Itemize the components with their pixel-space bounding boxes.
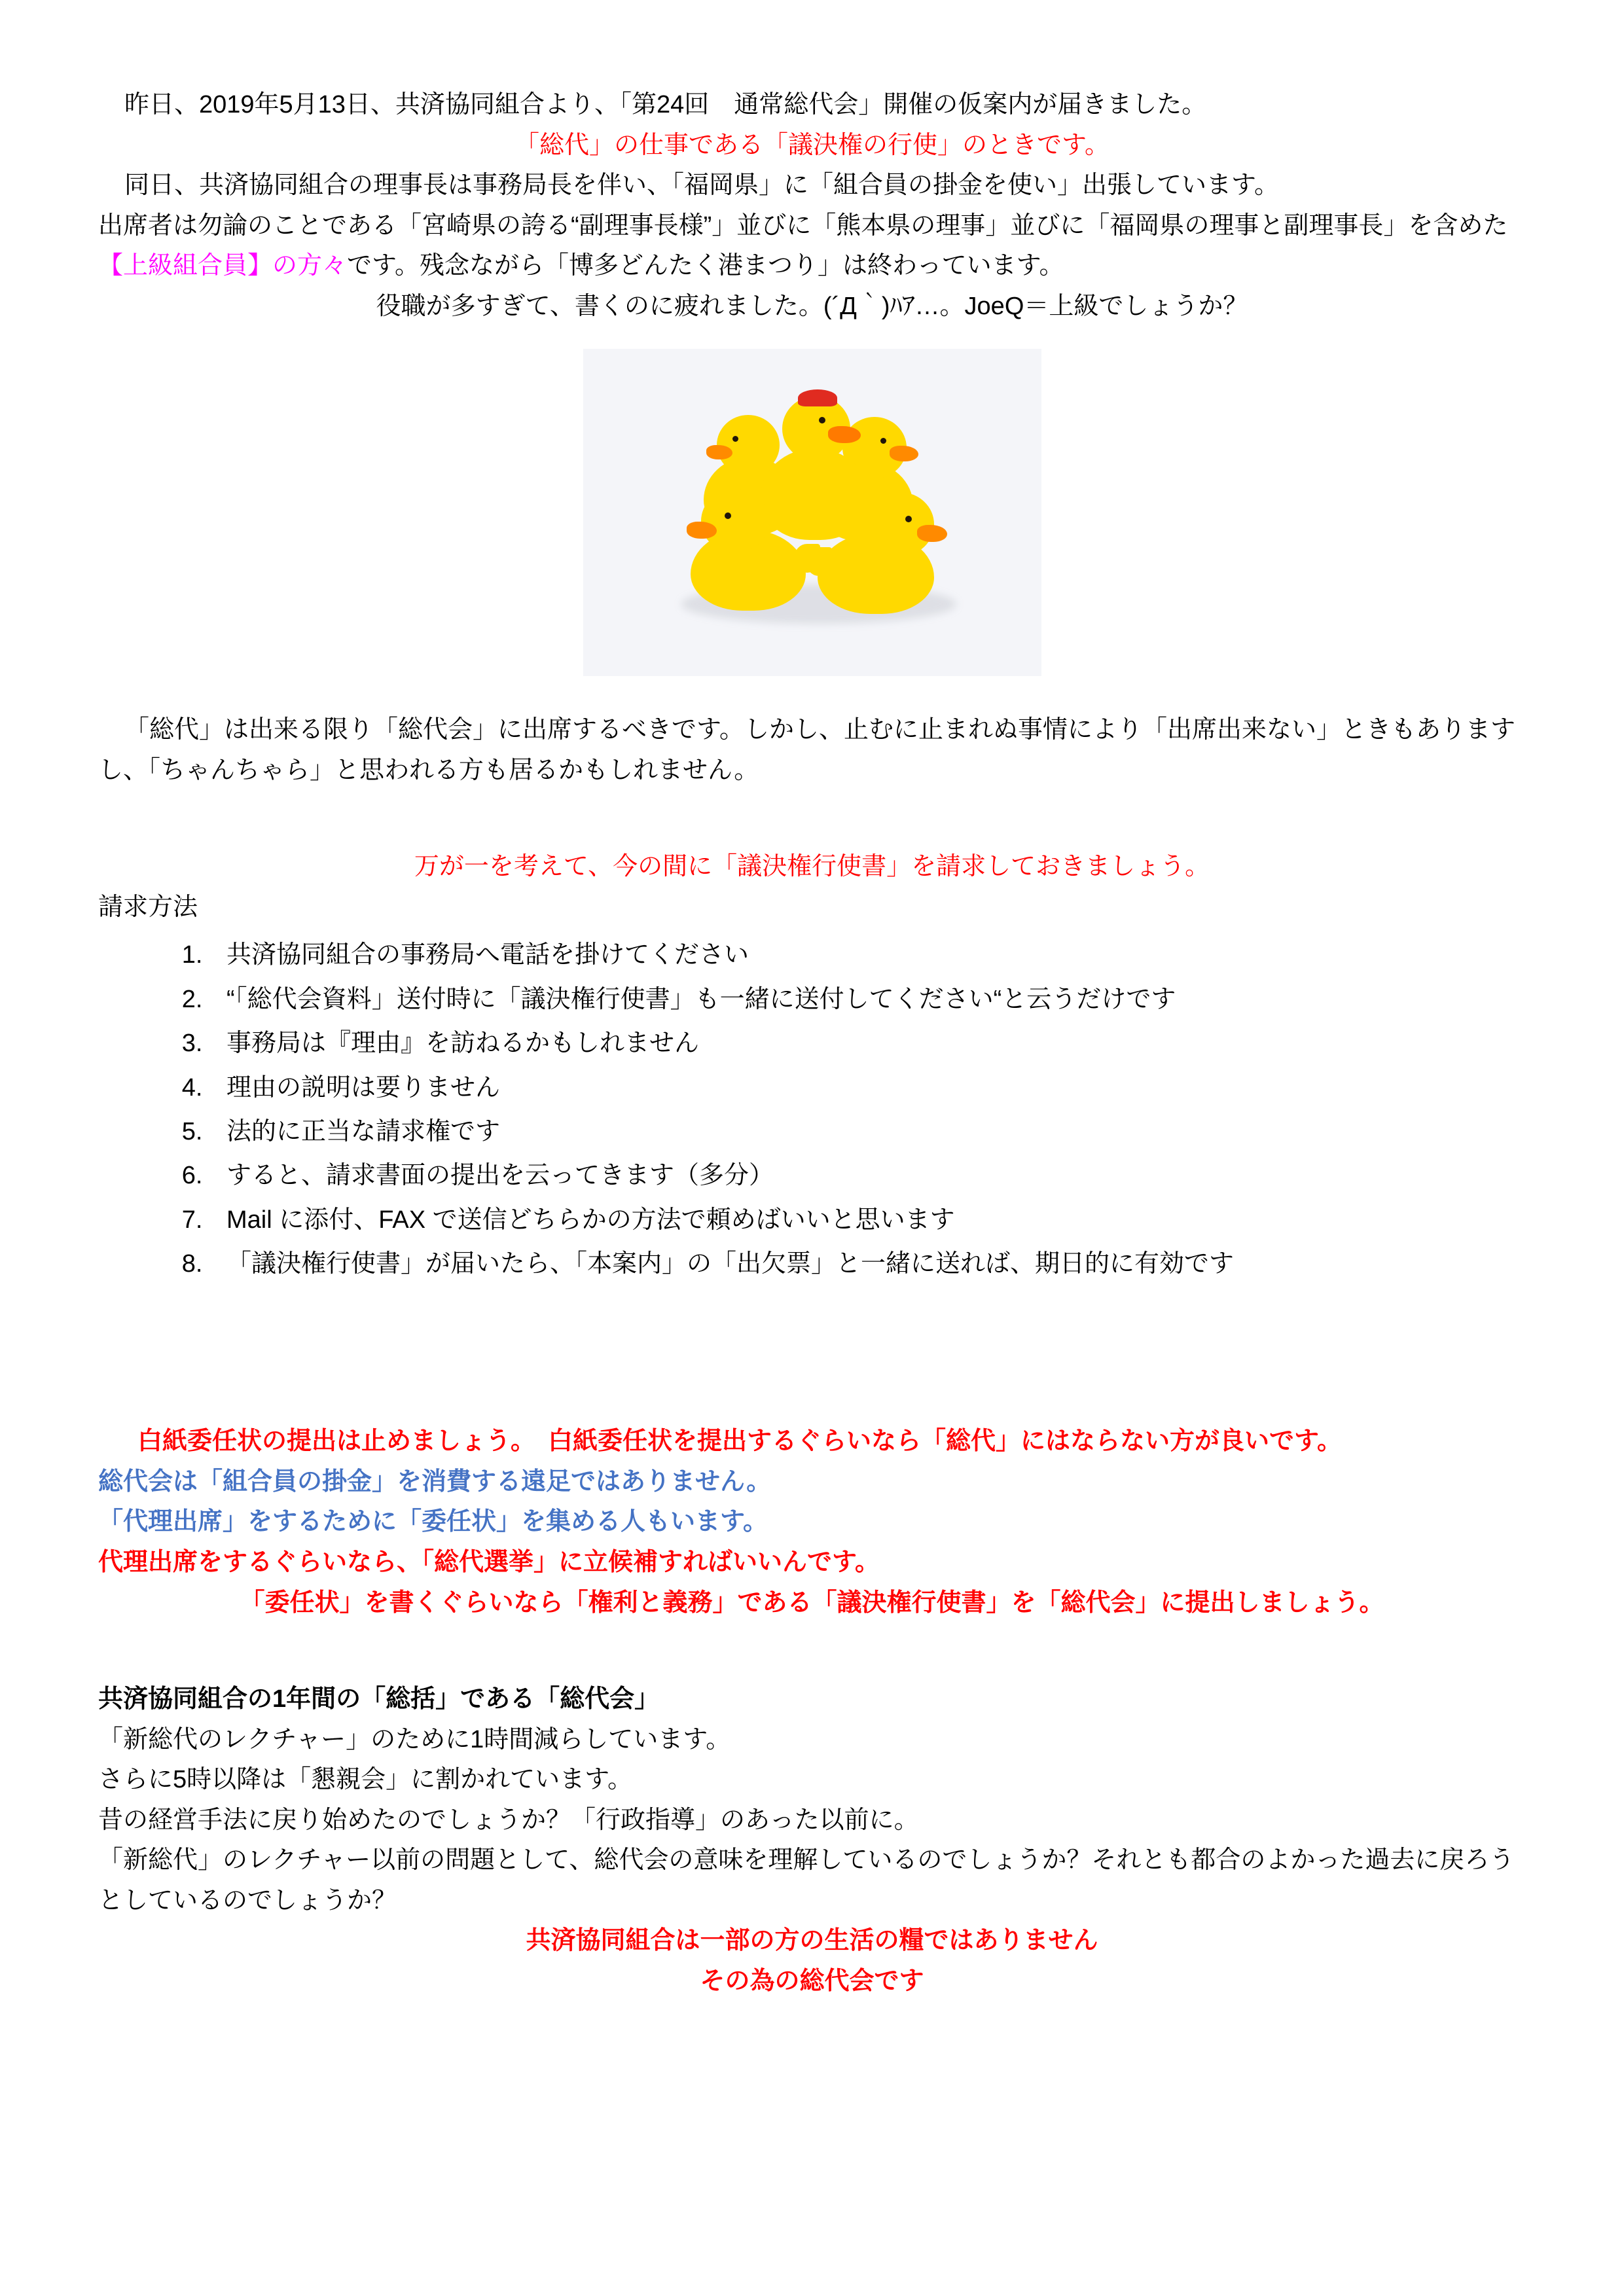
closing-line-4: 昔の経営手法に戻り始めたのでしょうか？「行政指導」のあった以前に。 bbox=[98, 1806, 919, 1834]
warning-line-1: 白紙委任状の提出は止めましょう。 白紙委任状を提出するぐらいなら「総代」にはならない方が良いです。 bbox=[137, 1427, 1342, 1456]
intro-line-4 bbox=[98, 206, 1526, 287]
warning-line-2: 総代会は「組合員の掛金」を消費する遠足ではありません。 bbox=[98, 1467, 772, 1496]
intro-line-4-part-c: です。残念ながら「博多どんたく港まつり」は終わっています。 bbox=[347, 252, 1064, 280]
list-item: 2. “「総代会資料」送付時に「議決権行使書」も一緒に送付してください“と云うだけです bbox=[209, 978, 1526, 1021]
warning-line-5: 「委任状」を書くぐらいなら「権利と義務」である「議決権行使書」を「総代会」に提出しましょう。 bbox=[240, 1588, 1384, 1617]
closing-final-1: 共済協同組合は一部の方の生活の糧ではありません bbox=[526, 1927, 1098, 1955]
list-item: 5. 法的に正当な請求権です bbox=[209, 1111, 1526, 1153]
closing-line-5: 「新総代」のレクチャー以前の問題として、総代会の意味を理解しているのでしょうか？それとも都合のよかった過去に戻ろうとしているのでしょうか？ bbox=[98, 1846, 1515, 1914]
intro-line-4-highlight: 【上級組合員】の方々 bbox=[98, 252, 348, 280]
intro-line-3: 同日、共済協同組合の理事長は事務局長を伴い、「福岡県」に「組合員の掛金を使い」出張しています。 bbox=[124, 171, 1279, 200]
request-method-heading: 請求方法 bbox=[98, 893, 198, 921]
intro-line-4-part-a: 出席者は勿論のことである「宮崎県の誇る“副理事長様”」並びに「熊本県の理事」並びに「福岡県の理事と副理事長」を含めた bbox=[98, 211, 1508, 240]
intro-line-1: 昨日、2019年5月13日、共済協同組合より、「第24回 通常総代会」開催の仮案内が届きました。 bbox=[124, 91, 1207, 118]
list-item: 1. 共済協同組合の事務局へ電話を掛けてください bbox=[209, 934, 1526, 977]
closing-line-1: 共済協同組合の1年間の「総括」である「総代会」 bbox=[98, 1685, 660, 1713]
intro-line-2: 「総代」の仕事である「議決権の行使」のときです。 bbox=[514, 131, 1110, 159]
list-item: 7. Mail に添付、FAX で送信どちらかの方法で頼めばいいと思います bbox=[209, 1199, 1526, 1242]
closing-line-2: 「新総代のレクチャー」のために1時間減らしています。 bbox=[98, 1725, 731, 1753]
warning-line-4: 代理出席をするぐらいなら、「総代選挙」に立候補すればいいんです。 bbox=[98, 1548, 880, 1576]
body-paragraph-1: 「総代」は出来る限り「総代会」に出席するべきです。しかし、止むに止まれぬ事情により「出席出来ない」ときもありますし、「ちゃんちゃら」と思われる方も居るかもしれません。 bbox=[98, 716, 1515, 784]
list-item: 8. 「議決権行使書」が届いたら、「本案内」の「出欠票」と一緒に送れば、期日的に有効です bbox=[209, 1243, 1526, 1285]
warning-line-3: 「代理出席」をするために「委任状」を集める人もいます。 bbox=[98, 1508, 768, 1536]
duck-front-left bbox=[681, 486, 819, 611]
document-body bbox=[98, 85, 1526, 2001]
intro-line-5: 役職が多すぎて、書くのに疲れました。(´Д｀)ﾊｱ…。JoeQ＝上級でしょうか？ bbox=[376, 292, 1248, 320]
list-item: 4. 理由の説明は要りません bbox=[209, 1067, 1526, 1109]
duck-photo-wrapper bbox=[98, 349, 1526, 676]
closing-line-3: さらに5時以降は「懇親会」に割かれています。 bbox=[98, 1766, 633, 1794]
duck-photo bbox=[583, 349, 1041, 676]
list-item: 3. 事務局は『理由』を訪ねるかもしれません bbox=[209, 1022, 1526, 1065]
request-method-list bbox=[98, 934, 1526, 1285]
duck-front-right bbox=[806, 490, 947, 614]
body-callout: 万が一を考えて、今の間に「議決権行使書」を請求しておきましょう。 bbox=[414, 853, 1210, 881]
list-item: 6. すると、請求書面の提出を云ってきます（多分） bbox=[209, 1155, 1526, 1197]
closing-final-2: その為の総代会です bbox=[700, 1967, 924, 1995]
